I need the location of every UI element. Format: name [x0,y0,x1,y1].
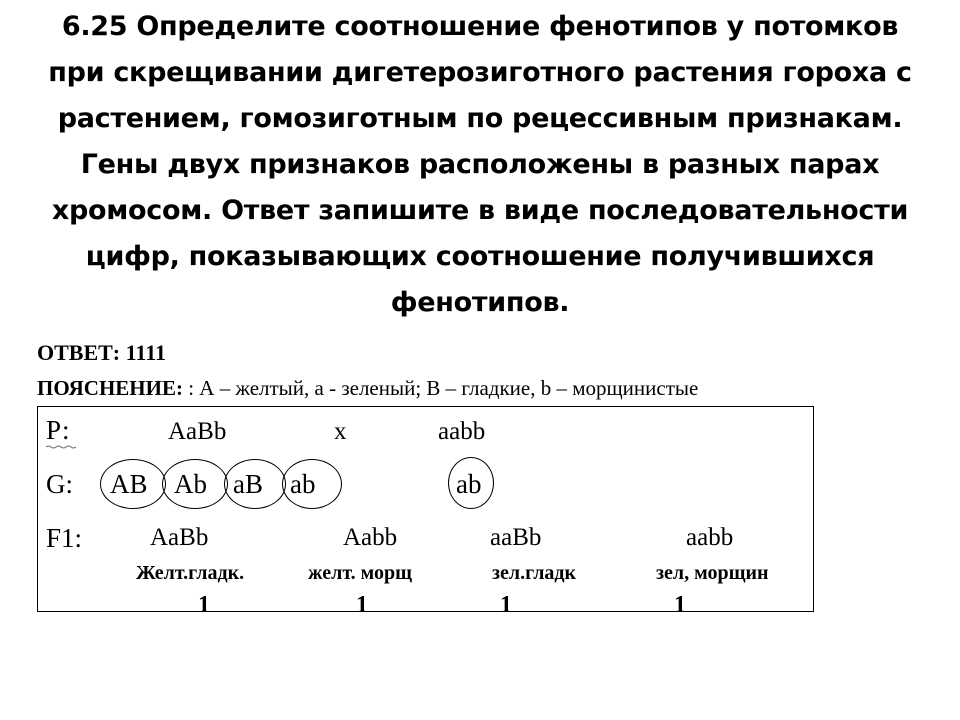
offspring-phenotype: Желт.гладк. [136,562,245,584]
offspring-genotype: aaBb [490,524,542,551]
question-line: Гены двух признаков расположены в разных парах [80,149,880,180]
gamete-parent1: ab [290,469,316,499]
answer-line [37,340,166,366]
spellcheck-underline [46,445,76,449]
question-text [20,4,940,326]
offspring-ratio: 1 [198,592,210,618]
question-line: 6.25 Определите соотношение фенотипов у потомков [61,11,899,42]
offspring-genotype: AaBb [150,524,209,551]
question-line: хромосом. Ответ запишите в виде последовательности [51,195,909,226]
crossing-scheme [37,406,814,618]
answer-label: ОТВЕТ: [37,340,121,365]
offspring-phenotype: зел, морщин [656,562,769,584]
gamete-parent1: Ab [174,469,207,499]
question-line: цифр, показывающих соотношение получившихся [85,241,875,272]
explanation-label: ПОЯСНЕНИЕ: [37,376,183,400]
explanation-line [37,376,937,401]
parent2-genotype: aabb [438,418,486,445]
offspring-genotype: aabb [686,524,734,551]
parent1-genotype: AaBb [168,418,227,445]
question-line: фенотипов. [390,287,570,318]
question-line: при скрещивании дигетерозиготного растения гороха с [48,57,912,88]
answer-value: 1111 [125,340,166,365]
g-label: G: [46,469,73,499]
f1-label: F1: [46,523,83,553]
offspring-genotype: Aabb [343,524,398,551]
offspring-phenotype: зел.гладк [492,562,577,584]
offspring-ratio: 1 [674,592,686,618]
gamete-parent1: AB [110,469,148,499]
explanation-text: : А – желтый, а - зеленый; В – гладкие, b – морщинистые [182,376,699,400]
offspring-ratio: 1 [500,592,512,618]
question-line: растением, гомозиготным по рецессивным признакам. [57,103,903,134]
gamete-parent1: aB [233,469,263,499]
offspring-phenotype: желт. морщ [308,562,413,584]
cross-sign: х [334,418,347,445]
offspring-ratio: 1 [356,592,368,618]
p-label: Р: [46,415,70,445]
gamete-parent2: ab [456,469,482,499]
